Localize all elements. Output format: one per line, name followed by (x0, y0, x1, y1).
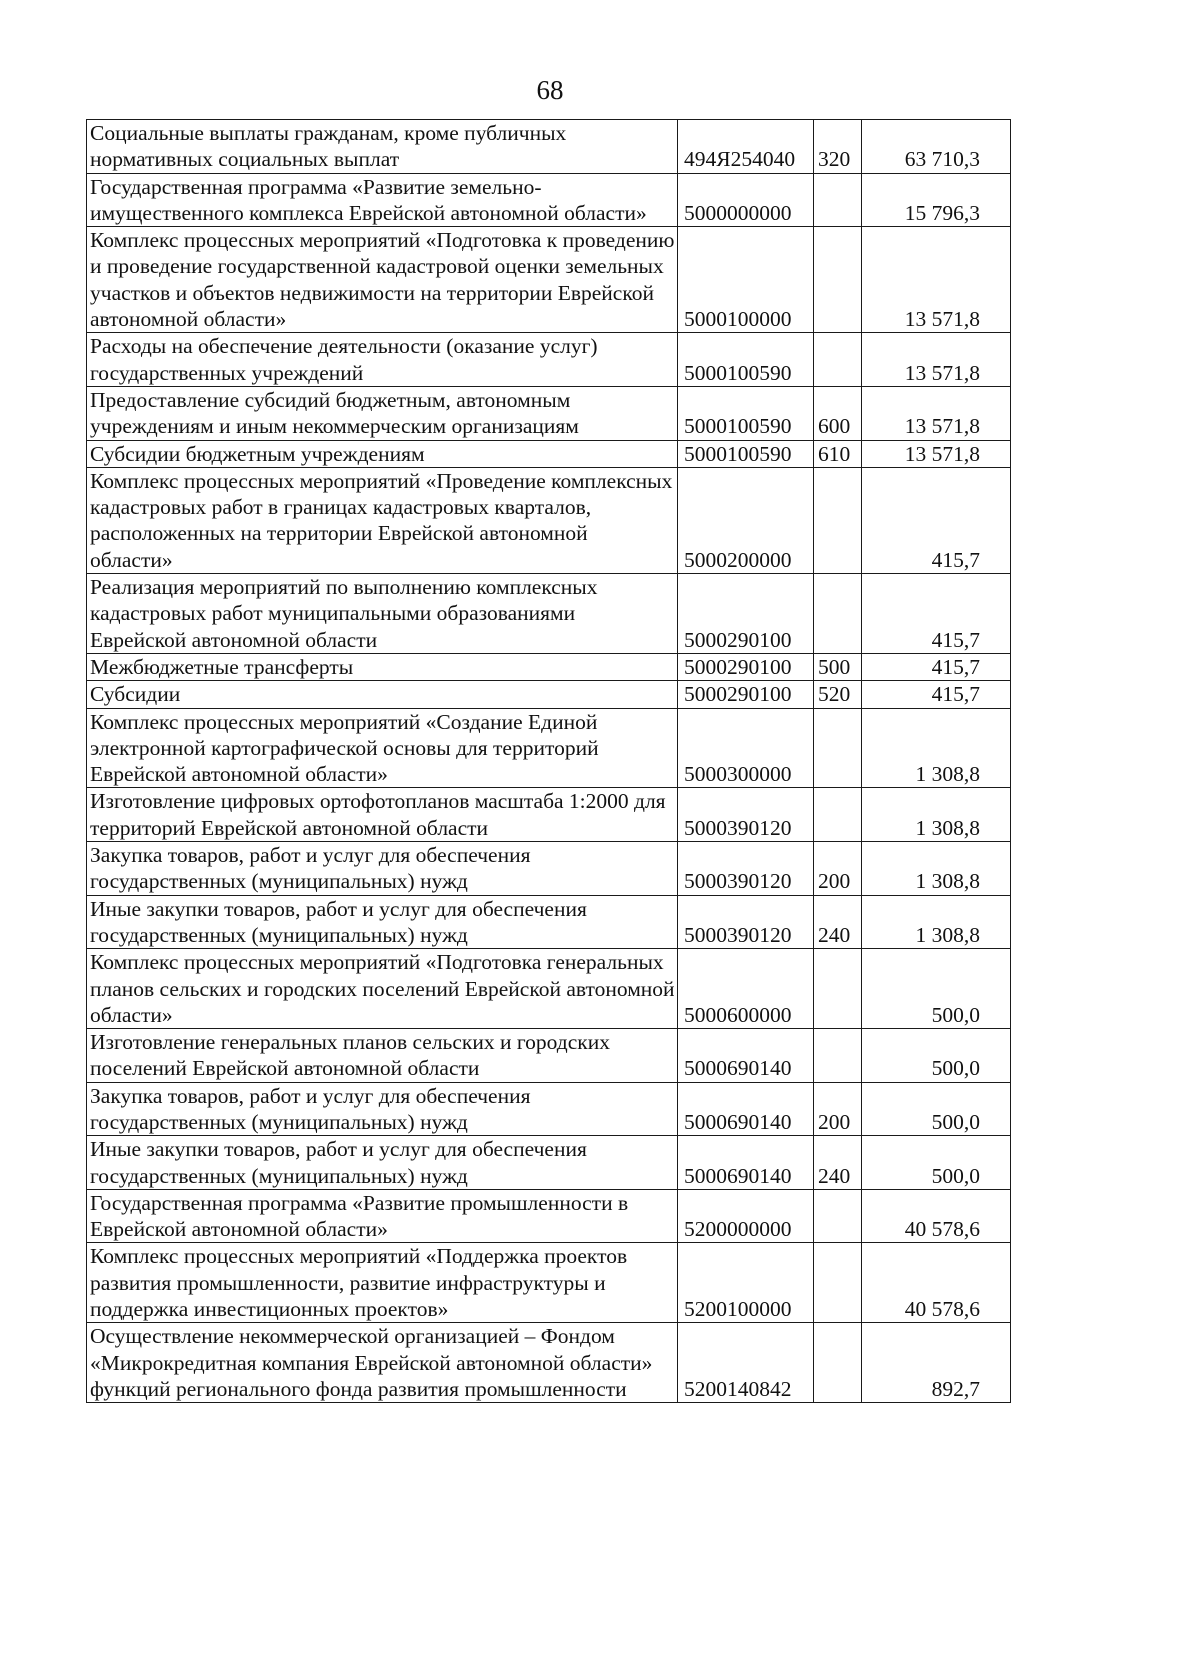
row-kind: 240 (814, 895, 862, 949)
row-code: 5200140842 (678, 1323, 814, 1403)
row-sum: 892,7 (862, 1323, 1011, 1403)
table-row (87, 227, 1011, 333)
table-row (87, 788, 1011, 842)
row-kind: 200 (814, 1082, 862, 1136)
row-sum: 415,7 (862, 574, 1011, 654)
table-row (87, 1136, 1011, 1190)
row-sum: 500,0 (862, 1136, 1011, 1190)
row-name: Комплекс процессных мероприятий «Проведение комплексных кадастровых работ в границах кадастровых кварталов, расположенных на территории Еврейской автономной области» (87, 467, 678, 573)
row-sum: 1 308,8 (862, 788, 1011, 842)
row-code: 5000290100 (678, 653, 814, 680)
row-kind (814, 949, 862, 1029)
row-name: Комплекс процессных мероприятий «Подготовка генеральных планов сельских и городских поселений Еврейской автономной области» (87, 949, 678, 1029)
table-row (87, 895, 1011, 949)
row-code: 5000100590 (678, 440, 814, 467)
table-row (87, 1243, 1011, 1323)
row-name: Предоставление субсидий бюджетным, автономным учреждениям и иным некоммерческим организациям (87, 386, 678, 440)
row-code: 5000100590 (678, 333, 814, 387)
row-kind (814, 467, 862, 573)
row-kind (814, 1243, 862, 1323)
row-kind (814, 173, 862, 227)
row-sum: 40 578,6 (862, 1243, 1011, 1323)
page-number: 68 (536, 75, 564, 105)
table-row (87, 1082, 1011, 1136)
row-kind: 520 (814, 681, 862, 708)
table-row (87, 173, 1011, 227)
budget-table (86, 119, 1011, 1403)
table-row (87, 1323, 1011, 1403)
row-sum: 500,0 (862, 1029, 1011, 1083)
table-row (87, 842, 1011, 896)
table-row (87, 681, 1011, 708)
row-code: 5000390120 (678, 788, 814, 842)
row-name: Субсидии (87, 681, 678, 708)
row-kind: 240 (814, 1136, 862, 1190)
row-code: 5000290100 (678, 681, 814, 708)
row-kind (814, 227, 862, 333)
row-kind (814, 1029, 862, 1083)
row-code: 5000300000 (678, 708, 814, 788)
row-sum: 1 308,8 (862, 842, 1011, 896)
row-sum: 500,0 (862, 1082, 1011, 1136)
row-sum: 15 796,3 (862, 173, 1011, 227)
table-row (87, 653, 1011, 680)
row-code: 5200000000 (678, 1189, 814, 1243)
table-row (87, 708, 1011, 788)
table-row (87, 467, 1011, 573)
row-name: Закупка товаров, работ и услуг для обеспечения государственных (муниципальных) нужд (87, 1082, 678, 1136)
row-name: Государственная программа «Развитие земельно-имущественного комплекса Еврейской автономной области» (87, 173, 678, 227)
row-kind: 320 (814, 120, 862, 174)
row-code: 5000690140 (678, 1082, 814, 1136)
row-sum: 13 571,8 (862, 440, 1011, 467)
row-name: Реализация мероприятий по выполнению комплексных кадастровых работ муниципальными образованиями Еврейской автономной области (87, 574, 678, 654)
row-name: Закупка товаров, работ и услуг для обеспечения государственных (муниципальных) нужд (87, 842, 678, 896)
row-name: Межбюджетные трансферты (87, 653, 678, 680)
row-name: Иные закупки товаров, работ и услуг для обеспечения государственных (муниципальных) нужд (87, 895, 678, 949)
table-row (87, 120, 1011, 174)
row-kind: 600 (814, 386, 862, 440)
row-name: Государственная программа «Развитие промышленности в Еврейской автономной области» (87, 1189, 678, 1243)
row-name: Иные закупки товаров, работ и услуг для обеспечения государственных (муниципальных) нужд (87, 1136, 678, 1190)
row-code: 5000000000 (678, 173, 814, 227)
row-kind (814, 1189, 862, 1243)
row-kind (814, 1323, 862, 1403)
row-sum: 415,7 (862, 681, 1011, 708)
row-kind: 200 (814, 842, 862, 896)
table-row (87, 333, 1011, 387)
row-sum: 13 571,8 (862, 386, 1011, 440)
row-code: 5000100590 (678, 386, 814, 440)
row-name: Комплекс процессных мероприятий «Поддержка проектов развития промышленности, развитие инфраструктуры и поддержка инвестиционных проектов» (87, 1243, 678, 1323)
row-name: Комплекс процессных мероприятий «Подготовка к проведению и проведение государственной кадастровой оценки земельных участков и объектов недвижимости на территории Еврейской автономной области» (87, 227, 678, 333)
table-row (87, 440, 1011, 467)
row-name: Изготовление генеральных планов сельских и городских поселений Еврейской автономной области (87, 1029, 678, 1083)
row-sum: 415,7 (862, 467, 1011, 573)
row-kind: 500 (814, 653, 862, 680)
row-code: 5200100000 (678, 1243, 814, 1323)
row-kind (814, 708, 862, 788)
row-sum: 1 308,8 (862, 708, 1011, 788)
row-sum: 63 710,3 (862, 120, 1011, 174)
row-name: Изготовление цифровых ортофотопланов масштаба 1:2000 для территорий Еврейской автономной области (87, 788, 678, 842)
table-row (87, 386, 1011, 440)
row-name: Субсидии бюджетным учреждениям (87, 440, 678, 467)
table-row (87, 1029, 1011, 1083)
table-row (87, 574, 1011, 654)
row-code: 494Я254040 (678, 120, 814, 174)
row-code: 5000690140 (678, 1136, 814, 1190)
row-name: Социальные выплаты гражданам, кроме публичных нормативных социальных выплат (87, 120, 678, 174)
row-kind (814, 333, 862, 387)
row-sum: 40 578,6 (862, 1189, 1011, 1243)
table-row (87, 1189, 1011, 1243)
row-sum: 13 571,8 (862, 333, 1011, 387)
row-kind (814, 574, 862, 654)
row-code: 5000200000 (678, 467, 814, 573)
row-code: 5000390120 (678, 842, 814, 896)
row-kind (814, 788, 862, 842)
row-code: 5000600000 (678, 949, 814, 1029)
row-code: 5000100000 (678, 227, 814, 333)
table-row (87, 949, 1011, 1029)
row-sum: 1 308,8 (862, 895, 1011, 949)
row-sum: 415,7 (862, 653, 1011, 680)
row-code: 5000390120 (678, 895, 814, 949)
row-name: Расходы на обеспечение деятельности (оказание услуг) государственных учреждений (87, 333, 678, 387)
row-code: 5000290100 (678, 574, 814, 654)
row-kind: 610 (814, 440, 862, 467)
row-code: 5000690140 (678, 1029, 814, 1083)
row-name: Осуществление некоммерческой организацией – Фондом «Микрокредитная компания Еврейской автономной области» функций регионального фонда развития промышленности (87, 1323, 678, 1403)
row-name: Комплекс процессных мероприятий «Создание Единой электронной картографической основы для территорий Еврейской автономной области» (87, 708, 678, 788)
row-sum: 500,0 (862, 949, 1011, 1029)
row-sum: 13 571,8 (862, 227, 1011, 333)
